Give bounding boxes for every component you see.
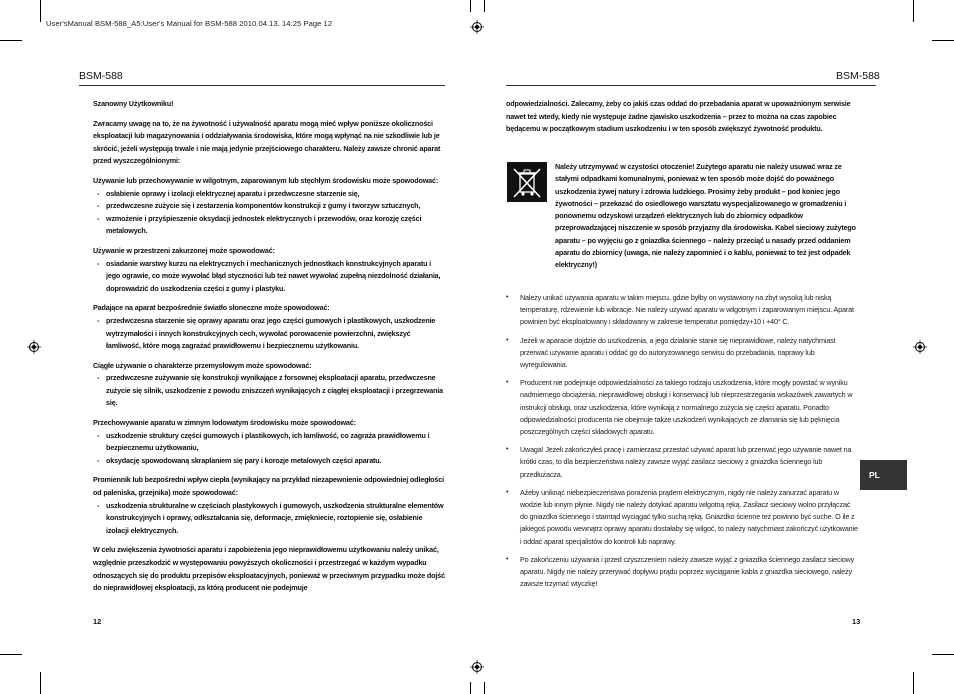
list-item: - osiadanie warstwy kurzu na elektrycznych i mechanicznych jednostkach konstrukcyjnych aparatu i jego ograwie, co może wywołać błąd styczności lub też nawet wywołać zupełną niezdolność działania, doprowadzić do uszkodzenia części z gumy i plastyku. <box>93 258 445 296</box>
paragraph: W celu zwiększenia żywotności aparatu i zapobieżenia jego nieprawidłowemu użytkowaniu należy unikać, względnie przeszkodzić w występowaniu powyższych okoliczności i przestrzegać w każdym wypadku odnoszących się do produktu przepisów eksploatacyjnych, ponieważ w przeciwnym przypadku może dojść do nieprawidłowej eksploatacji, za którą producent nie podejmuje <box>93 545 445 593</box>
paragraph: Szanowny Użytkowniku! <box>93 99 174 108</box>
registration-mark-icon <box>27 340 41 354</box>
paragraph: Promiennik lub bezpośredni wpływ ciepła (wynikający na przykład niezapewnienie odpowiedniej odległości od paleniska, grzejnika) może spowodować: <box>93 475 444 498</box>
paragraph: Używanie lub przechowywanie w wilgotnym, zaparowanym lub stęchłym środowisku może spowodować: <box>93 175 439 185</box>
paragraph: Ciągłe używanie o charakterze przemysłowym może spowodować: <box>93 360 312 370</box>
paragraph: Zwracamy uwagę na to, że na żywotność i używalność aparatu mogą mieć wpływ poniższe okoliczności eksploatacji lub magazynowania i oddziaływania środowiska, które mogą wpłynąć na nie szkodliwie lub je skrócić, jeżeli występują trwale i nie mają jedynie przejściowego charakteru. Należy zawsze chronić aparat przed wyszczególnionymi: <box>93 118 441 166</box>
spacer <box>93 353 445 360</box>
list-item: - przedwczesne zużycie się i zestarzenia komponentów konstrukcji z gumy i tworzyw sztucznych, <box>93 200 445 213</box>
list-item: • Jeżeli w aparacie dojdzie do uszkodzenia, a jego działanie stanie się nieprawidłowe, należy natychmiast przerwać używanie aparatu i oddać go do autoryzowanego serwisu do przebadania, naprawy lub wyregulowania. <box>506 335 858 372</box>
list-item: - oksydację spowodowaną skraplaniem się pary i korozje metalowych części aparatu. <box>93 455 445 468</box>
left-page-number: 12 <box>93 617 102 626</box>
spacer <box>93 295 445 302</box>
spacer <box>93 410 445 417</box>
list-item: - uszkodzenie struktury części gumowych i plastikowych, ich łamliwość, co zagraża prawidłowemu i bezpiecznemu użytkowaniu, <box>93 430 445 455</box>
list-item: • Po zakończeniu używania i przed czyszczeniem należy zawsze wyjąć z gniazdka ściennego zasilacz sieciowy aparatu. Nigdy nie należy przerywać dopływu prądu poprzez wyciąganie kabla z gniazdka sieciowego, należy zawsze trzymać wtyczkę! <box>506 554 858 591</box>
spacer <box>93 537 445 544</box>
left-page-body <box>93 98 445 595</box>
list-item: - przedwczesne zużywanie się konstrukcji wynikające z forsownej eksploatacji aparatu, przedwczesne zużycie się silnik, uszkodzenie z powodu zniszczeń wynikających z ciągłej eksploatacji i przegrzewania się. <box>93 372 445 410</box>
list-item: • Uwaga! Jeżeli zakończyłeś pracę i zamierzasz przestać używać aparat lub przerwać jego używanie nawet na krótki czas, to dla bezpieczeństwa należy zawsze wyjąć zasilacz sieciowy z gniazdka ściennego lub przedłużacza. <box>506 444 858 481</box>
print-slug: User'sManual BSM-588_A5:User's Manual for BSM-588 2010.04.13. 14:25 Page 12 <box>46 19 333 28</box>
list-item: - osłabienie oprawy i izolacji elektrycznej aparatu i przedwczesne starzenie się, <box>93 188 445 201</box>
paragraph: Przechowywanie aparatu w zimnym lodowatym środowisku może spowodować: <box>93 418 356 428</box>
registration-mark-icon <box>470 20 484 34</box>
spacer <box>93 467 445 474</box>
paragraph: Padające na aparat bezpośrednie światło słoneczne może spowodować: <box>93 303 330 313</box>
spacer <box>93 111 445 118</box>
list-item: • Producent nie podejmuje odpowiedzialności za takiego rodzaju uszkodzenia, które mogły powstać w wyniku nadmiernego obciążenia, nieprawidłowej obsługi i konserwacji lub nieprzestrzegania wskazówek zawartych w instrukcji obsługi, oraz uszkodzenia, które wynikają z normalnego zużycia się części aparatu. Ponadto odpowiedzialności producenta nie obejmuje także uszkodzeń wynikających ze złamania się lub pęknięcia poszczególnych części składowych aparatu. <box>506 377 858 438</box>
safety-bullet-list <box>506 292 858 596</box>
list-item: - uszkodzenia strukturalne w częściach plastykowych i gumowych, uszkodzenia strukturalne elementów konstrukcyjnych i oprawy, odkształcania się, deformacje, zmiękniecie, roztopienie się, osłabienie izolacji elektrycznych. <box>93 500 445 538</box>
weee-notice-text: Należy utrzymywać w czystości otoczenie! Zużytego aparatu nie należy usuwać wraz ze stałymi odpadkami komunalnymi, ponieważ w ten sposób może dojść do poważnego uszkodzenia żywej natury i zdrowia ludzkiego. Prosimy żeby produkt – pod koniec jego żywotności – przekazać do osiedlowego warsztatu wyspecjalizowanego w gromadzeniu i ponownemu odzyskowi urządzeń elektrycznych lub do zbiornicy odpadków przeprowadzającej niszczenie w sposób przyjazny dla środowiska. Kabel sieciowy zużytego aparatu – po wyjęciu go z gniazdka ściennego – należy przeciąć u nasady przed oddaniem aparatu do zbiornicy (uwaga, nie należy zapomnieć i o kablu, ponieważ to też jest odpadek elektryczny!) <box>555 162 856 270</box>
right-page-model: BSM-588 <box>836 70 880 82</box>
right-page-number: 13 <box>852 617 861 626</box>
spacer <box>93 238 445 245</box>
list-item: - wzmożenie i przyśpieszenie oksydacji jednostek elektrycznych i przewodów, oraz korozję części metalowych. <box>93 213 445 238</box>
list-item: • Należy unikać używania aparatu w takim miejscu, gdzie byłby on wystawiony na zbyt wysoką lub niską temperaturę, rdzewienie lub wibracje. Nie należy używać aparatu w wilgotnym i zaparowanym miejscu. Aparat powinien być eksploatowany i składowany w zakresie temperatur pomiędzy+10 i +40° C. <box>506 292 858 329</box>
list-item: - przedwczesna starzenie się oprawy aparatu oraz jego części gumowych i plastikowych, uszkodzenie wytrzymałości i innych konstrukcyjnych cech, wywołać porowacenie powierzchni, zwiększyć łamliwość, które mogą zagrażać prawidłowemu i bezpiecznemu użytkowaniu. <box>93 315 445 353</box>
left-page-model: BSM-588 <box>79 70 123 82</box>
left-header-rule <box>79 85 445 86</box>
language-tab: PL <box>860 460 907 490</box>
registration-mark-icon <box>913 340 927 354</box>
crossed-bin-icon <box>507 162 547 202</box>
spacer <box>93 168 445 175</box>
right-intro-text: odpowiedzialności. Zalecamy, żeby co jakiś czas oddać do przebadania aparat w upoważnionym serwisie nawet też wtedy, kiedy nie występuje żadne zjawisko uszkodzenia – przez to można na czas zapobiec będącemu w początkowym stadium uszkodzeniu i w ten sposób zwiększyć żywotność produktu. <box>506 99 851 134</box>
paragraph: Używanie w przestrzeni zakurzonej może spowodować: <box>93 245 275 255</box>
list-item: • Aźeby uniknąć niebezpieczeństwa porażenia prądem elektrycznym, nigdy nie należy zanurzać aparatu w wodzie lub innym płynie. Nigdy nie należy dotykać aparatu wilgotną ręką. Zasilacz sieciowy wolno przyłączać do gniazdka ściennego i stamtąd wyciągać tylko suchą ręką. Gniazdko ścienne też powinno być suche. O ile z jakiegoś powodu wewnątrz oprawy aparatu dostałaby się wilgoć, to należy natychmiast zakończyć użytkowanie i oddać aparat specjalistów do kontroli lub naprawy. <box>506 487 858 548</box>
right-header-rule <box>506 85 876 86</box>
registration-mark-icon <box>470 660 484 674</box>
